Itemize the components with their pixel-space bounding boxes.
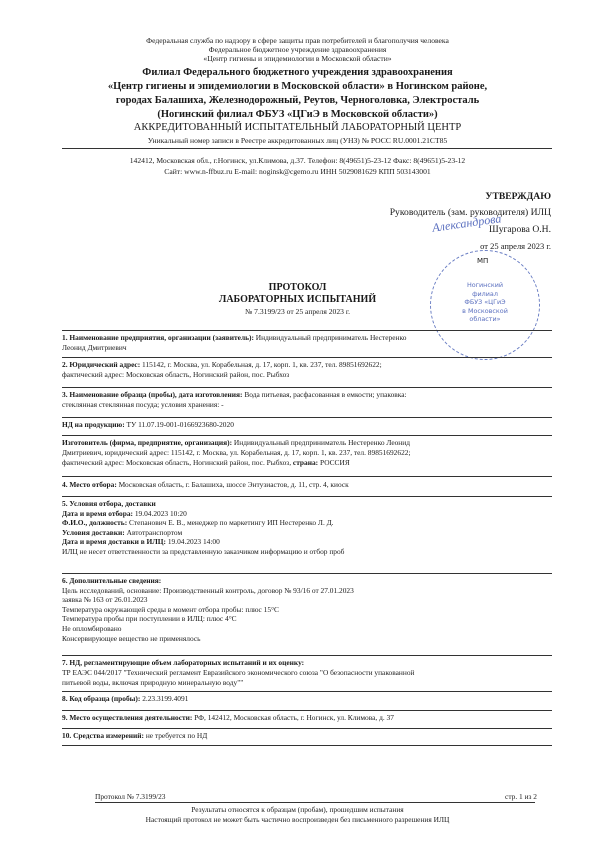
section-value: 19.04.2023 10:20: [133, 508, 187, 518]
section-label: 1. Наименование предприятия, организации (заявитель):: [62, 333, 254, 342]
section-applicant: [62, 333, 552, 353]
section-label: 6. Дополнительные сведения:: [62, 576, 162, 585]
section-value: фактический адрес: Московская область, Ногинский район, пос. Рыбхоз,: [62, 458, 293, 467]
section-label: страна:: [292, 458, 319, 467]
footer-protocol-number: Протокол № 7.3199/23: [95, 792, 166, 801]
section-product-nd: [62, 420, 552, 430]
section-value: Автотранспортом: [124, 527, 183, 537]
section-value: Температура пробы при поступлении в ИЛЦ: плюс 4°C: [62, 614, 237, 624]
section-value: Московская область, г. Балашиха, шоссе Энтузиастов, д. 11, стр. 4, киоск: [116, 480, 349, 489]
section-label: Изготовитель (фирма, предприятие, организация):: [62, 438, 233, 447]
section-value: 2.23.3199.4091: [140, 694, 189, 703]
approve-date: от 25 апреля 2023 г.: [480, 241, 551, 251]
section-legal-address: [62, 360, 552, 380]
divider: [62, 330, 552, 331]
stamp-line: области»: [469, 315, 501, 323]
section-value: Температура окружающей среды в момент отбора пробы: плюс 15°C: [62, 604, 279, 614]
divider: [62, 417, 552, 418]
header-institution: Федеральное бюджетное учреждение здравоохранения: [208, 45, 387, 54]
section-measuring-instruments: [62, 731, 552, 741]
stamp-line: в Московской: [462, 306, 508, 315]
handwritten-signature: Александрова: [431, 211, 503, 235]
lab-address: 142412, Московская обл., г.Ногинск, ул.Климова, д.37. Телефон: 8(49651)5-23-12 Факс: 8(49651)5-23-12: [129, 156, 466, 165]
section-value: ИЛЦ не несет ответственности за представленную заказчиком информацию и отбор проб: [62, 546, 345, 556]
section-value: Степанович Е. В., менеджер по маркетингу ИП Нестеренко Л. Д.: [127, 518, 334, 528]
approve-title: УТВЕРЖДАЮ: [485, 191, 551, 202]
section-label: Дата и время доставки в ИЛЦ:: [62, 537, 167, 547]
section-value: Цель исследований, основание: Производственный контроль, договор № 93/16 от 27.01.2023: [62, 585, 354, 595]
header-divider: [62, 148, 552, 149]
section-label: 2. Юридический адрес:: [62, 360, 141, 369]
section-label: Ф.И.О., должность:: [62, 518, 128, 528]
section-value: Индивидуальный предприниматель Нестеренко Леонид: [232, 438, 410, 447]
section-label: 4. Место отбора:: [62, 480, 117, 489]
section-label: 7. НД, регламентирующие объем лабораторных испытаний и их оценку:: [62, 658, 305, 667]
section-value: Вода питьевая, расфасованная в емкости; упаковка:: [242, 390, 407, 399]
divider: [62, 435, 552, 436]
divider: [62, 691, 552, 692]
footer-page-number: стр. 1 из 2: [505, 792, 537, 801]
divider: [62, 655, 552, 656]
divider: [62, 710, 552, 711]
section-regulatory-docs: [62, 658, 552, 688]
divider: [62, 745, 552, 746]
section-label: Дата и время отбора:: [62, 508, 134, 518]
section-value: ТР ЕАЭС 044/2017 "Технический регламент Евразийского экономического союза "О безопасности упакованной: [62, 668, 415, 677]
section-value: Индивидуальный предприниматель Нестеренко: [253, 333, 407, 342]
section-value: фактический адрес: Московская область, Ногинский район, пос. Рыбхоз: [62, 370, 290, 379]
branch-line-3: городах Балашиха, Железнодорожный, Реутов, Черноголовка, Электросталь: [115, 95, 480, 106]
section-manufacturer: [62, 438, 552, 468]
stamp-line: Ногинский: [466, 281, 504, 289]
branch-line-1: Филиал Федерального бюджетного учреждения здравоохранения: [142, 67, 453, 78]
divider: [62, 573, 552, 574]
section-label: 8. Код образца (пробы):: [62, 694, 141, 703]
divider: [62, 476, 552, 477]
approve-role: Руководитель (зам. руководителя) ИЛЦ: [389, 207, 551, 218]
section-value: Не опломбировано: [62, 623, 122, 633]
section-label: 3. Наименование образца (пробы), дата изготовления:: [62, 390, 243, 399]
section-sample-name: [62, 390, 552, 410]
section-label: Условия доставки:: [62, 527, 125, 537]
section-value: Консервирующее вещество не применялось: [62, 633, 201, 643]
approve-name: Шугарова О.Н.: [489, 224, 551, 235]
section-sample-code: [62, 694, 552, 704]
divider: [62, 387, 552, 388]
footer-note-2: Настоящий протокол не может быть частично воспроизведен без письменного разрешения ИЛЦ: [145, 815, 450, 824]
section-sampling-place: [62, 480, 552, 490]
section-label: НД на продукцию:: [62, 420, 125, 429]
header-agency: Федеральная служба по надзору в сфере защиты прав потребителей и благополучия человека: [146, 36, 449, 45]
divider: [62, 357, 552, 358]
section-activity-place: [62, 713, 552, 723]
lab-contacts: Сайт: www.n-ffbuz.ru E-mail: noginsk@cgemo.ru ИНН 5029081629 КПП 503143001: [164, 167, 431, 176]
footer-divider: [95, 802, 535, 803]
section-value: питьевой воды, включая природную минеральную воду"": [62, 678, 244, 687]
divider: [62, 728, 552, 729]
branch-line-4: (Ногинский филиал ФБУЗ «ЦГиЭ в Московской области»): [157, 109, 438, 120]
section-label: 5. Условия отбора, доставки: [62, 499, 156, 508]
section-value: ТУ 11.07.19-001-0166923680-2020: [124, 420, 234, 429]
section-value: стеклянная стеклянная посуда; условия хранения: -: [62, 400, 224, 409]
section-value: заявка № 163 от 26.01.2023: [62, 595, 148, 605]
section-label: 10. Средства измерений:: [62, 731, 144, 740]
stamp-line: ФБУЗ «ЦГиЭ: [464, 298, 506, 306]
section-value: РФ, 142412, Московская область, г. Ногинск, ул. Климова, д. 37: [192, 713, 394, 722]
section-additional-info: [62, 576, 552, 643]
stamp-mp: МП: [477, 257, 489, 265]
footer-note-1: Результаты относятся к образцам (пробам), прошедшим испытания: [191, 805, 404, 814]
section-value: 115142, г. Москва, ул. Корабельная, д. 17, корп. 1, кв. 237, тел. 89851692622;: [140, 360, 382, 369]
section-value: РОССИЯ: [318, 458, 350, 467]
stamp-line: филиал: [472, 289, 498, 298]
section-sampling-conditions: [62, 499, 552, 557]
header-center-name: «Центр гигиены и эпидемиологии в Московской области»: [203, 54, 392, 63]
section-label: 9. Место осуществления деятельности:: [62, 713, 193, 722]
divider: [62, 496, 552, 497]
registry-number: Уникальный номер записи в Реестре аккредитованных лиц (УНЗ) № РОСС RU.0001.21СТ85: [147, 136, 448, 145]
section-value: 19.04.2023 14:00: [166, 537, 220, 547]
section-value: не требуется по НД: [143, 731, 208, 740]
protocol-title: ПРОТОКОЛ: [268, 282, 327, 293]
accredited-center: АККРЕДИТОВАННЫЙ ИСПЫТАТЕЛЬНЫЙ ЛАБОРАТОРНЫЙ ЦЕНТР: [133, 122, 462, 133]
section-value: Дмитриевич, юридический адрес: 115142, г. Москва, ул. Корабельная, д. 17, корп. 1, кв. 237, тел. 89851692622;: [62, 448, 411, 457]
branch-line-2: «Центр гигиены и эпидемиологии в Московской области» в Ногинском районе,: [107, 81, 488, 92]
protocol-subtitle: ЛАБОРАТОРНЫХ ИСПЫТАНИЙ: [218, 294, 377, 305]
section-value: Леонид Дмитриевич: [62, 343, 127, 352]
protocol-number: № 7.3199/23 от 25 апреля 2023 г.: [245, 307, 350, 316]
